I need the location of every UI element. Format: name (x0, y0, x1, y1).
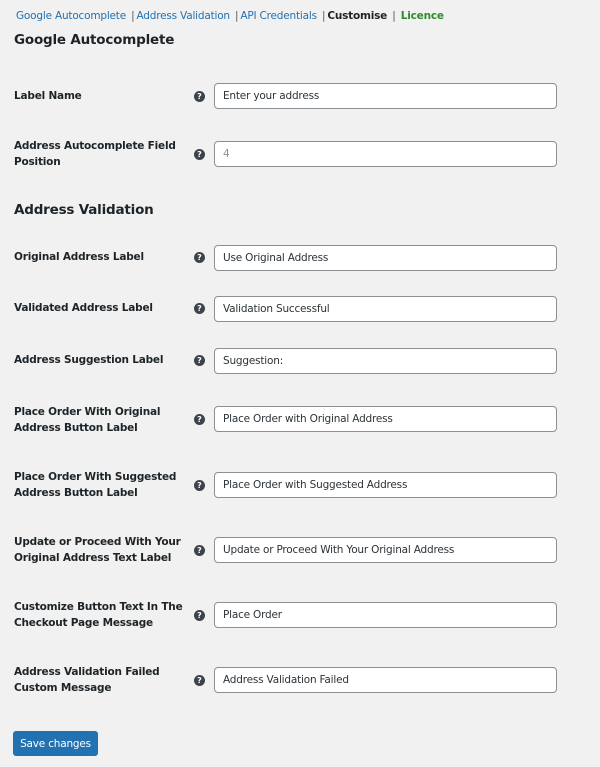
help-icon[interactable]: ? (194, 480, 205, 491)
place-order-original-input[interactable] (214, 406, 557, 432)
subnav-customise[interactable]: Customise (327, 10, 388, 22)
field-label: Original Address Label (14, 251, 144, 263)
help-icon[interactable]: ? (194, 675, 205, 686)
validation-failed-message-input[interactable] (214, 667, 557, 693)
help-icon[interactable]: ? (194, 252, 205, 263)
field-position-input[interactable] (214, 141, 557, 167)
address-suggestion-label-input[interactable] (214, 348, 557, 374)
validated-address-label-input[interactable] (214, 296, 557, 322)
field-label: Place Order With Suggested Address Button Label (14, 471, 177, 499)
field-label: Customize Button Text In The Checkout Page Message (14, 601, 183, 629)
update-or-proceed-input[interactable] (214, 537, 557, 563)
help-icon[interactable]: ? (194, 355, 205, 366)
subnav-separator: | (392, 10, 396, 22)
help-icon[interactable]: ? (194, 610, 205, 621)
subnav-separator: | (235, 10, 239, 22)
help-icon[interactable]: ? (194, 91, 205, 102)
help-icon[interactable]: ? (194, 414, 205, 425)
save-changes-button[interactable]: Save changes (13, 731, 98, 756)
subnav-separator: | (131, 10, 135, 22)
field-label: Place Order With Original Address Button Label (14, 406, 161, 434)
section-title-google-autocomplete: Google Autocomplete (14, 32, 175, 48)
subnav-address-validation[interactable]: Address Validation (136, 10, 230, 22)
help-icon[interactable]: ? (194, 545, 205, 556)
label-name-input[interactable] (214, 83, 557, 109)
help-icon[interactable]: ? (194, 149, 205, 160)
customize-button-text-input[interactable] (214, 602, 557, 628)
field-label: Label Name (14, 90, 82, 102)
field-label: Update or Proceed With Your Original Address Text Label (14, 536, 181, 564)
subnav-separator: | (321, 10, 326, 22)
field-label: Address Suggestion Label (14, 354, 164, 366)
settings-subnav (16, 9, 444, 23)
section-title-address-validation: Address Validation (14, 202, 154, 218)
field-label: Validated Address Label (14, 302, 153, 314)
subnav-licence[interactable]: Licence (400, 10, 444, 22)
place-order-suggested-input[interactable] (214, 472, 557, 498)
subnav-google-autocomplete[interactable]: Google Autocomplete (16, 10, 126, 22)
original-address-label-input[interactable] (214, 245, 557, 271)
field-label: Address Autocomplete Field Position (14, 140, 176, 168)
subnav-api-credentials[interactable]: API Credentials (240, 10, 317, 22)
field-label: Address Validation Failed Custom Message (14, 666, 160, 694)
help-icon[interactable]: ? (194, 303, 205, 314)
